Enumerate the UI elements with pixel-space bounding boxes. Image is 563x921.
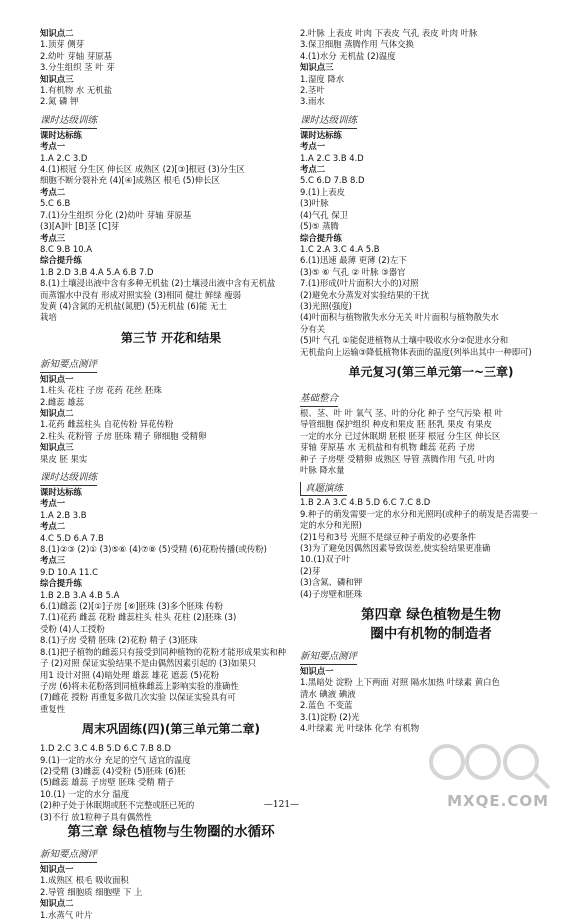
answer-line: 1.A 2.C 3.D — [40, 152, 88, 163]
answer-line: 1.A 2.C 3.B 4.D — [300, 152, 364, 163]
answer-line: 1.A 2.B 3.B — [40, 509, 87, 520]
answer-line: 清水 碘液 碘液 — [300, 688, 356, 699]
answer-line: (7)雌花 授粉 再重复多做几次实验 以保证实验具有可 — [40, 692, 236, 703]
answer-line: 而蒸馏水中没有 形成对照实验 (3)相同 健壮 鲜绿 瘦弱 — [40, 289, 242, 300]
answer-line: 4.(1)根冠 分生区 伸长区 成熟区 (2)[③]根冠 (3)分生区 — [40, 164, 245, 175]
subsection-label: 综合提升练 — [40, 255, 82, 266]
answer-line: (3)⑤ ⑥ 气孔 ② 叶脉 ③器官 — [300, 266, 406, 277]
left-column — [40, 28, 302, 921]
subsection-label: 知识点二 — [40, 898, 74, 909]
answer-line: (2)避免水分蒸发对实验结果的干扰 — [300, 289, 430, 300]
section-banner: 课时达级训练 — [300, 114, 357, 129]
answer-line: 种子 子房壁 受精卵 成熟区 导管 蒸腾作用 气孔 叶肉 — [300, 453, 495, 464]
answer-line: (5)雌蕊 雄蕊 子房壁 胚珠 受精 精子 — [40, 777, 175, 788]
answer-line: 2.氮 磷 钾 — [40, 96, 79, 107]
subsection-label: 考点二 — [300, 164, 326, 175]
right-column — [300, 28, 562, 735]
answer-line: 10.(1) 一定的水分 温度 — [40, 788, 130, 799]
answer-line: 1.B 2.A 3.C 4.B 5.D 6.C 7.C 8.D — [300, 497, 431, 508]
answer-line: 10.(1)双子叶 — [300, 554, 351, 565]
answer-line: (4)气孔 保卫 — [300, 209, 349, 220]
section-banner: 课时达级训练 — [40, 471, 97, 486]
answer-line: 9.(1)一定的水分 充足的空气 适宜的温度 — [40, 754, 191, 765]
answer-line: (3)不行 放1粒种子具有偶然性 — [40, 811, 152, 822]
answer-line: 无机盐向上运输③降低植物体表面的温度(列举出其中一种即可) — [300, 346, 532, 357]
section-banner-row — [300, 476, 562, 497]
answer-line: 细胞不断分裂补充 (4)[④]成熟区 根毛 (5)伸长区 — [40, 175, 220, 186]
answer-line: 3.(1)淀粉 (2)光 — [300, 711, 360, 722]
answer-line: 8.(1)子房 受精 胚珠 (2)花粉 精子 (3)胚珠 — [40, 635, 198, 646]
answer-line: (5)⑤ 蒸腾 — [300, 221, 339, 232]
chapter-heading: 圈中有机物的制造者 — [370, 626, 492, 643]
answer-line: 1.水蒸气 叶片 — [40, 909, 93, 920]
answer-line: 3.雨水 — [300, 96, 325, 107]
answer-line: 6.(1)雌蕊 (2)[①]子房 [⑥]胚珠 (3)多个胚珠 传粉 — [40, 601, 223, 612]
answer-line: 8.C 9.B 10.A — [40, 243, 92, 254]
section-heading: 周末巩固练(四)(第三单元第二章) — [82, 722, 260, 737]
section-heading: 单元复习(第三单元第一~三章) — [348, 364, 514, 379]
answer-line: 3.分生组织 茎 叶 芽 — [40, 62, 115, 73]
subsection-label: 知识点一 — [40, 863, 74, 874]
answer-line: 1.D 2.C 3.C 4.B 5.D 6.C 7.B 8.D — [40, 743, 171, 754]
answer-line: 定的水分和光照) — [300, 520, 362, 531]
answer-line: 芽轴 芽原基 水 无机盐和有机物 雌蕊 花药 子房 — [300, 442, 476, 453]
answer-line: 用1 设计对照 (4)暗处理 雄蕊 雄花 遮蕊 (5)花粉 — [40, 669, 220, 680]
answer-line: 8.(1)土壤浸出液中含有多种无机盐 (2)土壤浸出液中含有无机盐 — [40, 278, 276, 289]
answer-line: (3)含氮、磷和钾 — [300, 577, 363, 588]
answer-line: 发黄 (4)含氮的无机盐(氮肥) (5)无机盐 (6)能 无土 — [40, 300, 227, 311]
subsection-label: 考点三 — [40, 232, 66, 243]
section-banner-row — [40, 352, 302, 374]
answer-line: (3)为了避免因偶然因素导致误差,使实验结果更准确 — [300, 543, 491, 554]
answer-line: 5.C 6.D 7.B 8.D — [300, 175, 365, 186]
answer-line: 2.茎叶 — [300, 85, 325, 96]
subsection-label: 考点三 — [40, 555, 66, 566]
answer-line: 1.B 2.B 3.A 4.B 5.A — [40, 589, 120, 600]
subsection-label: 考点一 — [40, 141, 66, 152]
answer-line: (2)受精 (3)雌蕊 (4)受粉 (5)胚珠 (6)胚 — [40, 765, 186, 776]
answer-line: 6.(1)迅速 最薄 更薄 (2)左下 — [300, 255, 407, 266]
answer-line: 1.花药 雌蕊柱头 自花传粉 异花传粉 — [40, 419, 174, 430]
answer-line: 8.(1)把子植物的雌蕊只有接受到同种植物的花粉才能形成果实和种 — [40, 646, 286, 657]
answer-line: 1.柱头 花柱 子房 花药 花丝 胚珠 — [40, 385, 162, 396]
answer-line: (4)叶面积与植物散失水分无关 叶片面积与植物散失水 — [300, 312, 499, 323]
answer-line: 7.(1)形成(叶片面积大小的)对照 — [300, 278, 419, 289]
answer-line: 1.有机物 水 无机盐 — [40, 85, 112, 96]
answer-line: 7.(1)分生组织 分化 (2)幼叶 芽轴 芽原基 — [40, 209, 192, 220]
subsection-label: 知识点一 — [40, 373, 74, 384]
answer-line: 2.柱头 花粉管 子房 胚珠 精子 卵细胞 受精卵 — [40, 430, 207, 441]
subsection-label: 考点二 — [40, 521, 66, 532]
answer-line: 4.C 5.D 6.A 7.B — [40, 532, 104, 543]
answer-line: (5)叶 气孔 ①能促进植物从土壤中吸收水分②促进水分和 — [300, 335, 509, 346]
answer-line: 子 (2)对照 保证实验结果不是由偶然因素引起的 (3)如果只 — [40, 658, 256, 669]
section-banner-row — [40, 108, 302, 130]
answer-line: 3.保卫细胞 蒸腾作用 气体交换 — [300, 39, 414, 50]
answer-line: 2.导管 细胞质 细胞壁 下 上 — [40, 886, 143, 897]
answer-line: 7.(1)花药 雌蕊 花粉 雌蕊柱头 柱头 花柱 (2)胚珠 (3) — [40, 612, 237, 623]
answer-line: 1.黑暗处 淀粉 上下两面 对照 隔水加热 叶绿素 黄白色 — [300, 677, 500, 688]
chapter-heading: 第四章 绿色植物是生物 — [361, 607, 501, 624]
answer-line: 8.(1)②③ (2)① (3)⑤⑥ (4)⑦⑧ (5)受精 (6)花粉传播(或传粉) — [40, 544, 267, 555]
section-banner: 新知要点测评 — [300, 650, 357, 665]
section-banner-row — [300, 386, 562, 408]
answer-line: 1.B 2.D 3.B 4.A 5.A 6.B 7.D — [40, 266, 154, 277]
section-banner-row — [40, 465, 302, 487]
subsection-label: 综合提升练 — [40, 578, 82, 589]
watermark-text: MXQE.COM — [447, 792, 549, 810]
answer-line: 根、茎、叶 叶 氧气 茎、叶的分化 种子 空气污染 根 叶 — [300, 407, 503, 418]
answer-line: (3)[A]叶 [B]茎 [C]芽 — [40, 221, 120, 232]
answer-line: 子房 (6)将未花粉落到同植株雌蕊上影响实验的准确性 — [40, 680, 239, 691]
subsection-label: 综合提升练 — [300, 232, 342, 243]
subsection-label: 知识点二 — [40, 407, 74, 418]
answer-line: (3)光照(强度) — [300, 300, 352, 311]
answer-line: 导管细胞 保护组织 种皮和果皮 胚 胚乳 果皮 有果皮 — [300, 419, 492, 430]
subsection-label: 知识点二 — [40, 28, 74, 38]
section-banner: 新知要点测评 — [40, 848, 97, 863]
subsection-label: 考点二 — [40, 186, 66, 197]
answer-line: 9.(1)上表皮 — [300, 186, 345, 197]
answer-line: 5.C 6.B — [40, 198, 71, 209]
subsection-label: 课时达标练 — [40, 129, 82, 140]
chapter-heading: 第三章 绿色植物与生物圈的水循环 — [67, 823, 275, 840]
answer-line: 4.(1)水分 无机盐 (2)温度 — [300, 50, 396, 61]
section-banner-row — [40, 842, 302, 864]
answer-line: 9.种子的萌发需要一定的水分和光照吗(或种子的萌发是否需要一 — [300, 508, 538, 519]
answer-line: (2)芽 — [300, 565, 321, 576]
answer-line: 1.C 2.A 3.C 4.A 5.B — [300, 243, 380, 254]
subsection-label: 课时达标练 — [300, 129, 342, 140]
answer-line: (3)叶脉 — [300, 198, 329, 209]
answer-line: 栽培 — [40, 312, 57, 323]
subsection-label: 知识点三 — [300, 62, 334, 73]
answer-line: (2)种子处于休眠期或胚不完整或胚已死的 — [40, 800, 195, 811]
section-banner-row — [300, 644, 562, 666]
answer-line: 1.湿度 降水 — [300, 73, 345, 84]
subsection-label: 知识点三 — [40, 442, 74, 453]
subsection-label: 课时达标练 — [40, 487, 82, 497]
section-banner: 基础整合 — [300, 392, 338, 407]
answer-line: (4)子房壁和胚珠 — [300, 588, 363, 599]
answer-line: 果皮 胚 果实 — [40, 453, 88, 464]
subsection-label: 知识点三 — [40, 73, 74, 84]
section-banner: 真题演练 — [300, 482, 347, 496]
answer-line: 重复性 — [40, 703, 66, 714]
answer-line: 2.蓝色 不变蓝 — [300, 700, 353, 711]
answer-line: 2.雌蕊 雄蕊 — [40, 396, 85, 407]
page-number: —121— — [263, 800, 300, 810]
section-banner: 新知要点测评 — [40, 358, 97, 373]
answer-line: 4.叶绿素 光 叶绿体 化学 有机物 — [300, 723, 420, 734]
section-heading: 第三节 开花和结果 — [120, 330, 222, 345]
answer-line: 2.幼叶 芽轴 芽原基 — [40, 50, 112, 61]
subsection-label: 考点一 — [300, 141, 326, 152]
answer-line: (2)1号和3号 光照不是绿豆种子萌发的必要条件 — [300, 531, 476, 542]
subsection-label: 知识点一 — [300, 666, 334, 677]
watermark-logo-icon — [425, 740, 555, 796]
answer-line: 一定的水分 已过休眠期 胚根 胚芽 根冠 分生区 伸长区 — [300, 430, 501, 441]
answer-line: 2.叶脉 上表皮 叶肉 下表皮 气孔 表皮 叶肉 叶脉 — [300, 28, 478, 38]
answer-line: 1.顶芽 侧芽 — [40, 39, 85, 50]
section-banner-row — [300, 108, 562, 130]
subsection-label: 考点一 — [40, 498, 66, 509]
answer-line: 分有关 — [300, 323, 326, 334]
answer-line: 1.成熟区 根毛 吸收面积 — [40, 875, 129, 886]
section-banner: 课时达级训练 — [40, 114, 97, 129]
answer-line: 9.D 10.A 11.C — [40, 566, 98, 577]
answer-line: 受粉 (4)人工授粉 — [40, 623, 105, 634]
answer-line: 叶脉 降水量 — [300, 465, 345, 475]
